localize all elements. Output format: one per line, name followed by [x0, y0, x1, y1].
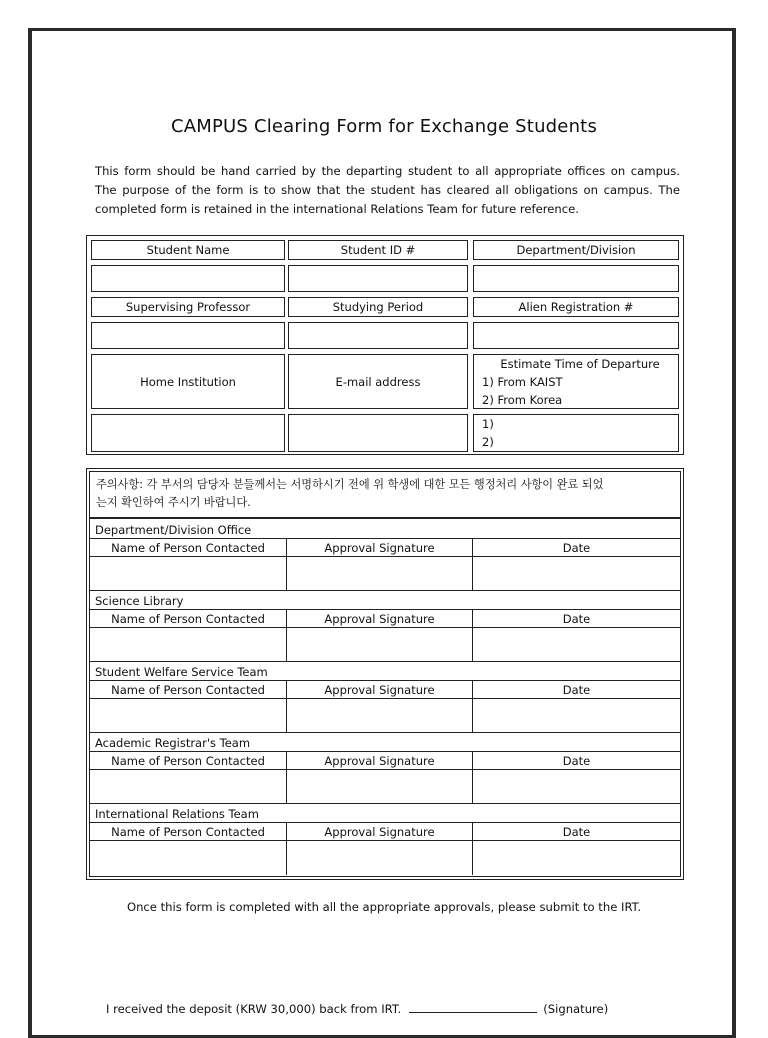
date-header: Date	[473, 752, 680, 770]
name-contacted-header: Name of Person Contacted	[90, 823, 287, 841]
name-contacted-header: Name of Person Contacted	[90, 681, 287, 699]
home-institution-field[interactable]	[91, 414, 285, 452]
clearance-table	[86, 468, 684, 880]
approval-signature-header: Approval Signature	[287, 823, 473, 841]
supervising-professor-field[interactable]	[91, 322, 285, 349]
date-field[interactable]	[473, 699, 680, 733]
student-id-field[interactable]	[288, 265, 468, 292]
supervising-professor-header: Supervising Professor	[91, 297, 285, 317]
submission-note: Once this form is completed with all the appropriate approvals, please submit to the IRT.	[126, 900, 642, 914]
name-contacted-field[interactable]	[90, 699, 287, 733]
approval-signature-field[interactable]	[287, 770, 473, 804]
departure-header	[473, 354, 679, 409]
email-header: E-mail address	[288, 354, 468, 409]
studying-period-field[interactable]	[288, 322, 468, 349]
clearance-table-inner	[89, 471, 681, 877]
deposit-text: I received the deposit (KRW 30,000) back from IRT.	[106, 1002, 402, 1016]
approval-signature-field[interactable]	[287, 699, 473, 733]
departure-field[interactable]	[473, 414, 679, 452]
approval-signature-field[interactable]	[287, 628, 473, 662]
department-header: Department/Division	[473, 240, 679, 260]
section-international-relations	[90, 805, 680, 876]
student-info-table	[86, 235, 684, 455]
name-contacted-header: Name of Person Contacted	[90, 610, 287, 628]
form-title: CAMPUS Clearing Form for Exchange Students	[170, 116, 598, 137]
departure-answer-2: 2)	[482, 435, 494, 449]
email-field[interactable]	[288, 414, 468, 452]
departure-option-2: 2) From Korea	[482, 392, 563, 407]
date-header: Date	[473, 610, 680, 628]
approval-signature-field[interactable]	[287, 841, 473, 875]
date-header: Date	[473, 823, 680, 841]
intro-line-1: This form should be hand carried by the departing student to all appropriate offices on campus.	[95, 164, 680, 178]
name-contacted-field[interactable]	[90, 557, 287, 591]
name-contacted-field[interactable]	[90, 841, 287, 875]
student-id-header: Student ID #	[288, 240, 468, 260]
section-title: Student Welfare Service Team	[90, 663, 680, 681]
name-contacted-field[interactable]	[90, 770, 287, 804]
section-title: Academic Registrar's Team	[90, 734, 680, 752]
approval-signature-header: Approval Signature	[287, 610, 473, 628]
date-field[interactable]	[473, 557, 680, 591]
intro-paragraph	[95, 162, 680, 219]
section-title: Department/Division Office	[90, 521, 680, 539]
section-title: International Relations Team	[90, 805, 680, 823]
deposit-receipt	[106, 1002, 608, 1016]
alien-registration-field[interactable]	[473, 322, 679, 349]
studying-period-header: Studying Period	[288, 297, 468, 317]
notice-line-1: 주의사항: 각 부서의 담당자 분들께서는 서명하시기 전에 위 학생에 대한 모든 행정처리 사항이 완료 되었	[96, 478, 604, 491]
intro-line-2: The purpose of the form is to show that the student has cleared all obligations on campus. The	[95, 183, 680, 197]
name-contacted-field[interactable]	[90, 628, 287, 662]
name-contacted-header: Name of Person Contacted	[90, 752, 287, 770]
alien-registration-header: Alien Registration #	[473, 297, 679, 317]
date-header: Date	[473, 539, 680, 557]
home-institution-header: Home Institution	[91, 354, 285, 409]
korean-notice	[90, 472, 680, 519]
departure-answer-1: 1)	[482, 417, 494, 431]
date-field[interactable]	[473, 770, 680, 804]
section-title: Science Library	[90, 592, 680, 610]
signature-label: (Signature)	[543, 1002, 609, 1016]
approval-signature-header: Approval Signature	[287, 752, 473, 770]
section-department-office	[90, 521, 680, 592]
department-field[interactable]	[473, 265, 679, 292]
student-name-header: Student Name	[91, 240, 285, 260]
approval-signature-header: Approval Signature	[287, 539, 473, 557]
notice-line-2: 는지 확인하여 주시기 바랍니다.	[96, 496, 251, 509]
date-field[interactable]	[473, 841, 680, 875]
section-science-library	[90, 592, 680, 663]
approval-signature-field[interactable]	[287, 557, 473, 591]
signature-line[interactable]	[409, 1002, 537, 1013]
date-header: Date	[473, 681, 680, 699]
student-name-field[interactable]	[91, 265, 285, 292]
section-academic-registrar	[90, 734, 680, 805]
approval-signature-header: Approval Signature	[287, 681, 473, 699]
intro-line-3: completed form is retained in the international Relations Team for future reference.	[95, 202, 579, 216]
section-student-welfare	[90, 663, 680, 734]
departure-option-1: 1) From KAIST	[482, 374, 563, 389]
departure-title: Estimate Time of Departure	[500, 356, 660, 371]
name-contacted-header: Name of Person Contacted	[90, 539, 287, 557]
date-field[interactable]	[473, 628, 680, 662]
